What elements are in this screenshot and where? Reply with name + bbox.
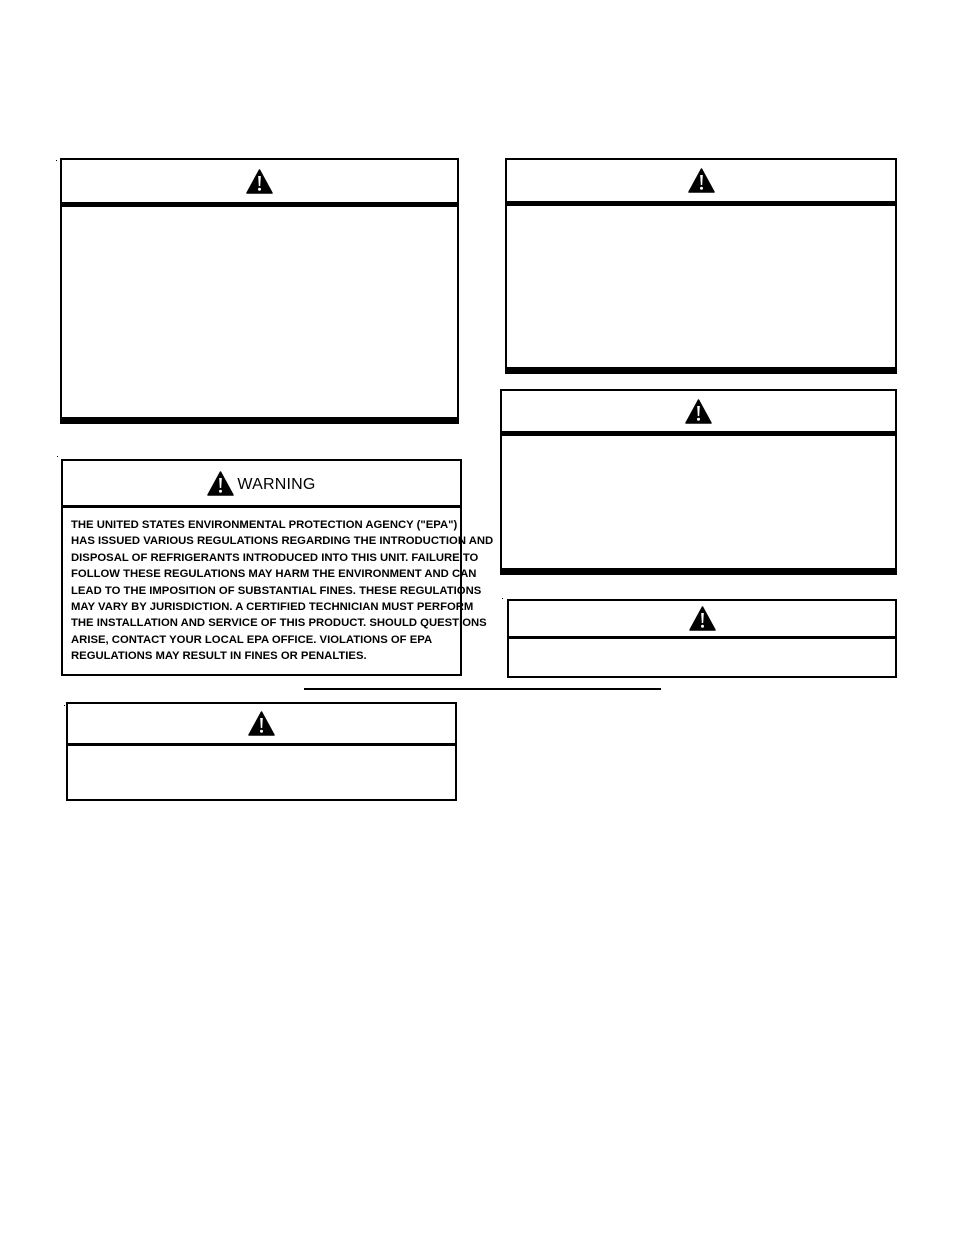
safety-box-bottom-rule <box>502 568 895 573</box>
scan-speck <box>57 456 58 457</box>
epa-warning-line: ARISE, CONTACT YOUR LOCAL EPA OFFICE. VIOLATIONS OF EPA <box>71 633 433 646</box>
warning-triangle-icon <box>689 606 716 631</box>
safety-box-right-middle <box>500 389 897 575</box>
safety-box-header <box>509 601 895 639</box>
safety-box-bottom-rule <box>62 417 457 422</box>
safety-box-bottom-left <box>66 702 457 801</box>
safety-box-top-right <box>505 158 897 374</box>
epa-warning-line: REGULATIONS MAY RESULT IN FINES OR PENALTIES. <box>71 650 367 663</box>
warning-triangle-icon <box>685 399 712 424</box>
warning-triangle-icon <box>246 169 273 194</box>
warning-triangle-icon <box>248 711 275 736</box>
safety-box-bottom-rule <box>507 367 895 372</box>
warning-triangle-icon <box>688 168 715 193</box>
epa-warning-text <box>71 517 494 665</box>
signal-word: WARNING <box>237 476 316 493</box>
scan-speck <box>64 705 65 706</box>
scan-speck <box>502 598 503 599</box>
epa-warning-header <box>63 461 460 508</box>
safety-box-right-small <box>507 599 897 678</box>
epa-warning-line: DISPOSAL OF REFRIGERANTS INTRODUCED INTO THIS UNIT. FAILURE TO <box>71 551 479 564</box>
epa-warning-line: MAY VARY BY JURISDICTION. A CERTIFIED TECHNICIAN MUST PERFORM <box>71 601 474 614</box>
safety-box-header <box>62 160 457 207</box>
epa-warning-box <box>61 459 494 676</box>
epa-warning-line: LEAD TO THE IMPOSITION OF SUBSTANTIAL FINES. THESE REGULATIONS <box>71 584 482 597</box>
epa-warning-line: HAS ISSUED VARIOUS REGULATIONS REGARDING THE INTRODUCTION AND <box>71 535 494 548</box>
epa-warning-line: THE INSTALLATION AND SERVICE OF THIS PRODUCT. SHOULD QUESTIONS <box>71 617 487 630</box>
safety-box-header <box>68 704 455 746</box>
safety-box-top-left <box>60 158 459 424</box>
epa-warning-line: FOLLOW THESE REGULATIONS MAY HARM THE ENVIRONMENT AND CAN <box>71 568 477 581</box>
warning-triangle-icon <box>207 471 234 496</box>
section-divider <box>304 688 661 690</box>
scan-speck <box>56 160 57 161</box>
safety-box-header <box>507 160 895 206</box>
safety-box-header <box>502 391 895 436</box>
epa-warning-line: THE UNITED STATES ENVIRONMENTAL PROTECTION AGENCY ("EPA") <box>71 519 458 531</box>
